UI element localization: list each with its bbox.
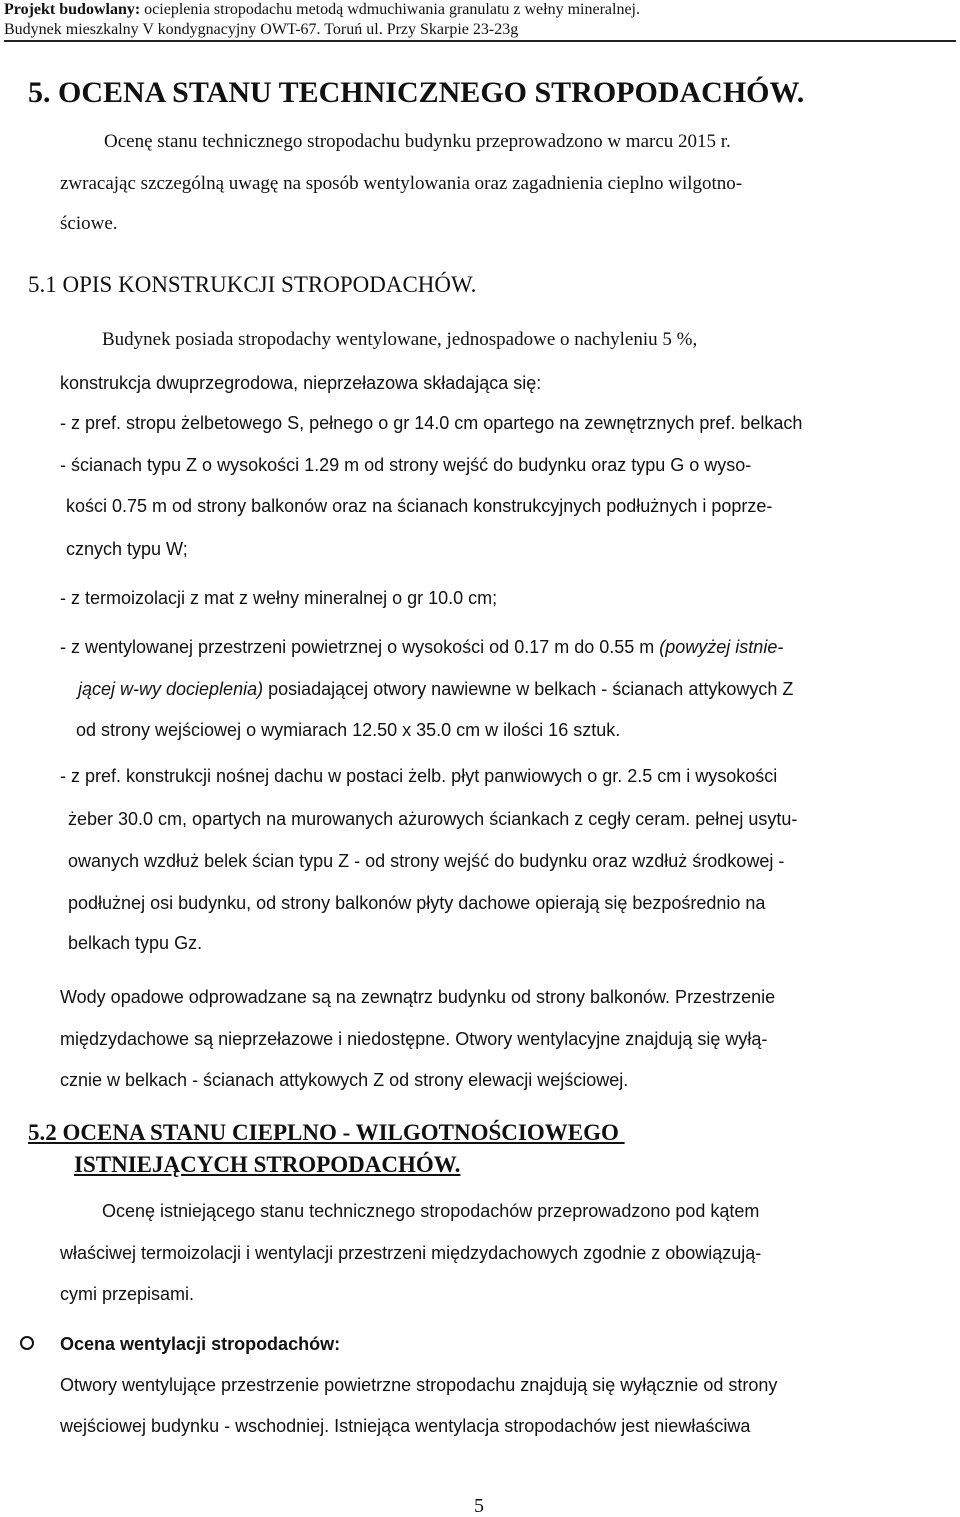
s52-line-2: właściwej termoizolacji i wentylacji przestrzeni międzydachowych zgodnie z obowiązują- [60,1243,762,1263]
s51-line-17: międzydachowe są nieprzełazowe i niedostępne. Otwory wentylacyjne znajdują się wyłą- [60,1029,768,1049]
section-5-1-title: 5.1 OPIS KONSTRUKCJI STROPODACHÓW. [28,272,477,297]
section-5-intro-line-2: zwracając szczególną uwagę na sposób wentylowania oraz zagadnienia cieplno wilgotno- [60,173,743,194]
s51-line-3: - z pref. stropu żelbetowego S, pełnego o gr 14.0 cm opartego na zewnętrznych pref. belkach [60,413,803,433]
s51-line-7: - z termoizolacji z mat z wełny mineralnej o gr 10.0 cm; [60,588,498,608]
s51-line-9 [78,678,793,700]
s51-line-9-text: posiadającej otwory nawiewne w belkach - ścianach attykowych Z [263,679,794,699]
section-5-2-title-line-1: 5.2 OCENA STANU CIEPLNO - WILGOTNOŚCIOWEGO [28,1120,625,1145]
header-line-2: Budynek mieszkalny V kondygnacyjny OWT-67. Toruń ul. Przy Skarpie 23-23g [4,21,519,38]
section-5-intro-line-1: Ocenę stanu technicznego stropodachu budynku przeprowadzono w marcu 2015 r. [104,131,731,152]
s51-line-8-text: - z wentylowanej przestrzeni powietrznej o wysokości od 0.17 m do 0.55 m [60,637,660,657]
s51-line-14: podłużnej osi budynku, od strony balkonów płyty dachowe opierają się bezpośrednio na [68,893,766,913]
header-project-label: Projekt budowlany: [4,1,141,18]
section-5-2-title-line-2: ISTNIEJĄCYCH STROPODACHÓW. [74,1152,461,1177]
header-line-1 [4,0,956,20]
s51-line-9-italic: jącej w-wy docieplenia) [78,679,264,699]
s51-line-10: od strony wejściowej o wymiarach 12.50 x 35.0 cm w ilości 16 sztuk. [76,720,621,740]
s51-line-15: belkach typu Gz. [68,933,203,953]
page-number: 5 [474,1495,484,1517]
s51-line-16: Wody opadowe odprowadzane są na zewnątrz budynku od strony balkonów. Przestrzenie [60,987,776,1007]
s51-line-5: kości 0.75 m od strony balkonów oraz na ścianach konstrukcyjnych podłużnych i poprze- [66,496,773,516]
page-header [4,0,956,42]
section-5-title: 5. OCENA STANU TECHNICZNEGO STROPODACHÓW. [28,76,805,109]
s51-line-1: Budynek posiada stropodachy wentylowane, jednospadowe o nachyleniu 5 %, [102,329,698,350]
s51-line-8-italic: (powyżej istnie- [659,637,784,657]
s51-line-18: cznie w belkach - ścianach attykowych Z od strony elewacji wejściowej. [60,1070,629,1090]
hollow-bullet-icon [20,1336,34,1350]
header-project-title: ocieplenia stropodachu metodą wdmuchiwania granulatu z wełny mineralnej. [140,1,640,18]
s51-line-12: żeber 30.0 cm, opartych na murowanych ażurowych ściankach z cegły ceram. pełnej usytu- [68,809,798,829]
bullet-line-2: wejściowej budynku - wschodniej. Istniejąca wentylacja stropodachów jest niewłaściwa [60,1416,751,1436]
section-5-intro-line-3: ściowe. [60,213,118,234]
s51-line-4: - ścianach typu Z o wysokości 1.29 m od strony wejść do budynku oraz typu G o wyso- [60,455,752,475]
s51-line-8 [60,636,783,658]
s52-line-1: Ocenę istniejącego stanu technicznego stropodachów przeprowadzono pod kątem [102,1201,760,1221]
bullet-line-1: Otwory wentylujące przestrzenie powietrzne stropodachu znajdują się wyłącznie od strony [60,1375,778,1395]
s51-line-6: cznych typu W; [66,539,188,559]
s51-line-11: - z pref. konstrukcji nośnej dachu w postaci żelb. płyt panwiowych o gr. 2.5 cm i wysokości [60,766,778,786]
s51-line-13: owanych wzdłuż belek ścian typu Z - od strony wejść do budynku oraz wzdłuż środkowej - [68,851,785,871]
s51-line-2: konstrukcja dwuprzegrodowa, nieprzełazowa składająca się: [60,373,542,393]
bullet-title: Ocena wentylacji stropodachów: [60,1334,341,1354]
s52-line-3: cymi przepisami. [60,1284,195,1304]
